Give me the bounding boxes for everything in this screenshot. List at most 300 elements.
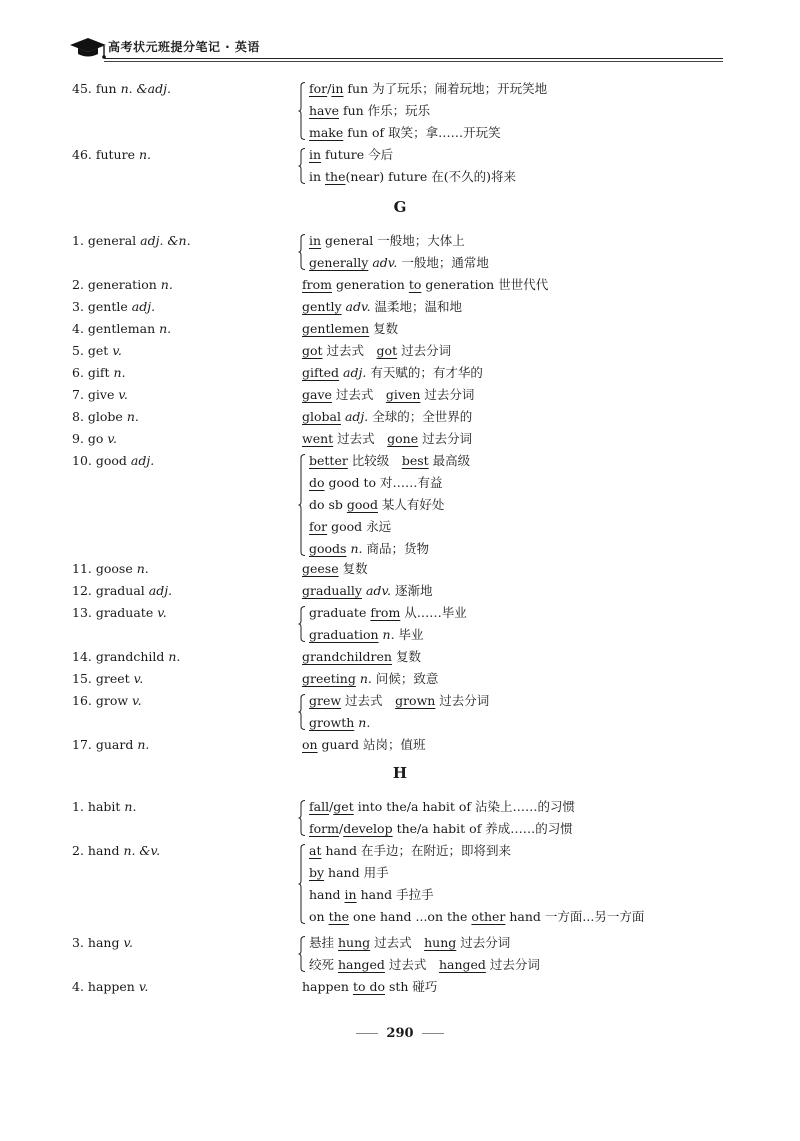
definition-line <box>309 818 575 840</box>
definition-text: n. <box>382 627 395 642</box>
vocab-entry <box>0 318 800 340</box>
underlined-word: other <box>471 909 506 924</box>
entry-term <box>72 340 122 362</box>
entry-term <box>72 734 149 756</box>
entry-part-of-speech: v. <box>138 979 149 994</box>
vocab-entry <box>0 428 800 450</box>
definition-line <box>302 558 368 580</box>
entry-definitions <box>302 558 368 580</box>
definition-line <box>302 428 472 450</box>
definition-text: adv. <box>372 255 398 270</box>
entry-word: gentleman <box>87 321 160 336</box>
entry-part-of-speech: v. <box>133 671 144 686</box>
vocab-entry <box>0 274 800 296</box>
definition-line <box>302 362 483 384</box>
underlined-word: greeting <box>302 671 356 686</box>
underlined-word: do <box>309 475 325 490</box>
definition-text: hand <box>309 887 345 902</box>
definition-text: 温柔地；温和地 <box>370 299 463 314</box>
entry-number: 46. <box>72 147 96 162</box>
underlined-word: the <box>328 909 350 924</box>
entry-term <box>72 932 133 954</box>
underlined-word: gentlemen <box>302 321 370 336</box>
definition-text: 比较级 <box>347 453 402 468</box>
entry-part-of-speech: adj. <box>148 583 173 598</box>
definition-line <box>302 976 437 998</box>
underlined-word: for <box>309 81 328 96</box>
definition-line <box>309 122 547 144</box>
entry-part-of-speech: v. <box>157 605 167 620</box>
definition-text: 绞死 <box>309 957 338 972</box>
definition-line <box>309 932 540 954</box>
entry-number: 4. <box>72 979 88 994</box>
definition-line <box>309 884 644 906</box>
entry-part-of-speech: n. <box>136 561 149 576</box>
footer-dash-left <box>356 1033 378 1034</box>
entry-term <box>72 558 149 580</box>
definition-text: adv. <box>345 299 371 314</box>
vocab-entry <box>0 668 800 690</box>
definition-line <box>302 384 474 406</box>
underlined-word: develop <box>343 821 393 836</box>
entry-term <box>72 406 139 428</box>
underlined-word: fall <box>309 799 330 814</box>
entry-part-of-speech: v. <box>112 343 122 358</box>
definition-text: 复数 <box>369 321 399 336</box>
definition-text: on <box>309 909 329 924</box>
definition-line <box>309 100 547 122</box>
definition-text: 有天赋的；有才华的 <box>366 365 483 380</box>
definition-text: graduate <box>309 605 371 620</box>
entry-number: 10. <box>72 453 96 468</box>
definition-line <box>302 580 432 602</box>
definition-text: fun 作乐；玩乐 <box>338 103 431 118</box>
definition-text: hand 手拉手 <box>356 887 434 902</box>
definition-line <box>309 840 644 862</box>
page-number-footer <box>0 1026 800 1041</box>
brace-bracket <box>298 148 306 184</box>
definition-text: good to 对……有益 <box>324 475 443 490</box>
entry-definitions <box>302 340 451 362</box>
entry-part-of-speech: adj. <box>130 453 155 468</box>
entry-term <box>72 144 151 166</box>
definition-text: generation 世世代代 <box>421 277 549 292</box>
definition-text: 逐渐地 <box>391 583 433 598</box>
underlined-word: generally <box>309 255 369 270</box>
entry-word: generation <box>87 277 161 292</box>
entry-definitions <box>309 450 470 560</box>
underlined-word: in <box>331 81 344 96</box>
entry-term <box>72 840 160 862</box>
definition-text: 一般地；通常地 <box>397 255 489 270</box>
entry-word: globe <box>87 409 127 424</box>
entry-word: give <box>87 387 119 402</box>
underlined-word: growth <box>309 715 355 730</box>
underlined-word: got <box>376 343 398 358</box>
entry-word: gradual <box>95 583 149 598</box>
definition-text: sth 碰巧 <box>385 979 438 994</box>
definition-line <box>309 906 644 928</box>
definition-line <box>309 166 516 188</box>
vocab-entry <box>0 734 800 756</box>
definition-text: 复数 <box>338 561 368 576</box>
underlined-word: gradually <box>302 583 362 598</box>
brace-bracket <box>298 234 306 270</box>
entry-number: 4. <box>72 321 88 336</box>
entry-number: 1. <box>72 233 88 248</box>
definition-line <box>302 274 548 296</box>
definition-text: n. <box>350 541 363 556</box>
underlined-word: geese <box>302 561 339 576</box>
definition-text: (near) future 在(不久的)将来 <box>345 169 516 184</box>
definition-line <box>309 690 489 712</box>
definition-line <box>302 318 398 340</box>
underlined-word: in <box>344 887 357 902</box>
underlined-word: form <box>309 821 339 836</box>
definition-text: do sb <box>309 497 347 512</box>
definition-line <box>309 450 470 472</box>
definition-text: happen <box>302 979 353 994</box>
page-header <box>68 34 723 64</box>
vocab-entry <box>0 558 800 580</box>
entry-term <box>72 646 180 668</box>
definition-text: 过去式 <box>384 957 439 972</box>
underlined-word: hanged <box>438 957 486 972</box>
vocab-entry <box>0 78 800 144</box>
entry-definitions <box>309 690 489 734</box>
entry-definitions <box>302 384 474 406</box>
entry-part-of-speech: n. &adj. <box>120 81 171 96</box>
entry-definitions <box>309 602 467 646</box>
underlined-word: from <box>302 277 332 292</box>
entry-definitions <box>309 796 575 840</box>
definition-line <box>302 734 426 756</box>
underlined-word: by <box>309 865 325 880</box>
definition-line <box>302 406 472 428</box>
entry-word: hand <box>87 843 124 858</box>
underlined-word: on <box>302 737 318 752</box>
definition-line <box>309 624 467 646</box>
underlined-word: grown <box>395 693 436 708</box>
definition-line <box>309 954 540 976</box>
entry-word: goose <box>95 561 137 576</box>
vocab-entry <box>0 362 800 384</box>
entry-number: 5. <box>72 343 88 358</box>
definition-text: hand 用手 <box>324 865 389 880</box>
definition-line <box>302 340 451 362</box>
entry-number: 12. <box>72 583 96 598</box>
vocab-entry <box>0 976 800 998</box>
entry-part-of-speech: v. <box>118 387 128 402</box>
underlined-word: given <box>385 387 421 402</box>
underlined-word: gently <box>302 299 342 314</box>
definition-text: 过去式 <box>341 693 396 708</box>
underlined-word: best <box>401 453 429 468</box>
entry-number: 17. <box>72 737 96 752</box>
entry-word: general <box>87 233 141 248</box>
vocab-entry <box>0 580 800 602</box>
underlined-word: have <box>309 103 339 118</box>
definition-line <box>309 230 489 252</box>
definition-line <box>309 494 470 516</box>
entry-word: grandchild <box>95 649 169 664</box>
definition-text: general 一般地；大体上 <box>321 233 465 248</box>
entry-word: hang <box>87 935 124 950</box>
vocab-entry <box>0 646 800 668</box>
brace-bracket <box>298 454 306 556</box>
definition-text: 过去式 <box>322 343 377 358</box>
entry-word: grow <box>95 693 133 708</box>
entry-number: 8. <box>72 409 88 424</box>
underlined-word: grew <box>309 693 342 708</box>
entry-word: go <box>87 431 108 446</box>
vocab-entry <box>0 384 800 406</box>
entry-word: habit <box>87 799 125 814</box>
entry-term <box>72 318 171 340</box>
vocab-entry <box>0 690 800 734</box>
definition-line <box>309 538 470 560</box>
section-letter: H <box>392 764 408 782</box>
definition-text: 过去式 <box>333 431 388 446</box>
entry-number: 16. <box>72 693 96 708</box>
entry-term <box>72 602 167 624</box>
brace-bracket <box>298 844 306 924</box>
entry-part-of-speech: n. <box>126 409 139 424</box>
brace-bracket <box>298 606 306 642</box>
entry-definitions <box>302 734 426 756</box>
entry-term <box>72 230 191 252</box>
underlined-word: graduation <box>309 627 379 642</box>
definition-text: 从……毕业 <box>400 605 467 620</box>
entry-part-of-speech: n. <box>159 321 172 336</box>
entry-part-of-speech: v. <box>123 935 133 950</box>
entry-part-of-speech: adj. &n. <box>140 233 191 248</box>
definition-text: 过去分词 <box>485 957 540 972</box>
vocab-entry <box>0 406 800 428</box>
vocab-entry <box>0 840 800 928</box>
entry-definitions <box>302 976 437 998</box>
entry-term <box>72 450 154 472</box>
entry-part-of-speech: n. <box>124 799 137 814</box>
section-letter: G <box>393 198 407 216</box>
entry-word: gift <box>87 365 114 380</box>
entry-number: 15. <box>72 671 96 686</box>
definition-text: the/a habit of 养成……的习惯 <box>392 821 573 836</box>
vocab-entry <box>0 340 800 362</box>
entry-definitions <box>309 932 540 976</box>
definition-text: fun of 取笑；拿……开玩笑 <box>343 125 501 140</box>
definition-text: 全球的；全世界的 <box>368 409 473 424</box>
underlined-word: global <box>302 409 341 424</box>
definition-line <box>309 472 470 494</box>
definition-text: n. <box>358 715 371 730</box>
entry-number: 14. <box>72 649 96 664</box>
entry-number: 3. <box>72 935 88 950</box>
entry-number: 2. <box>72 277 88 292</box>
vocab-entry <box>0 450 800 560</box>
entry-term <box>72 976 148 998</box>
entry-term <box>72 690 142 712</box>
definition-text: 悬挂 <box>309 935 338 950</box>
entry-word: fun <box>95 81 121 96</box>
definition-text: 复数 <box>391 649 421 664</box>
header-rule-thin <box>104 61 723 62</box>
definition-text: 最高级 <box>428 453 471 468</box>
entry-number: 1. <box>72 799 88 814</box>
underlined-word: get <box>333 799 354 814</box>
definition-text: one hand ...on the <box>349 909 472 924</box>
definition-text: 过去分词 <box>456 935 511 950</box>
entry-part-of-speech: adj. <box>131 299 156 314</box>
definition-text: in <box>309 169 326 184</box>
header-title: 高考状元班提分笔记 · 英语 <box>108 40 260 54</box>
entry-definitions <box>302 668 438 690</box>
definition-line <box>309 862 644 884</box>
definition-text: into the/a habit of 沾染上……的习惯 <box>353 799 576 814</box>
definition-line <box>302 296 462 318</box>
underlined-word: in <box>309 147 322 162</box>
entry-word: good <box>95 453 131 468</box>
underlined-word: the <box>325 169 346 184</box>
entry-word: future <box>95 147 139 162</box>
entry-term <box>72 384 128 406</box>
definition-text: guard 站岗；值班 <box>317 737 426 752</box>
definition-text: 毕业 <box>394 627 424 642</box>
entry-word: greet <box>95 671 134 686</box>
entry-definitions <box>302 646 421 668</box>
underlined-word: gone <box>387 431 419 446</box>
brace-bracket <box>298 936 306 972</box>
brace-bracket <box>298 800 306 836</box>
vocab-entry <box>0 230 800 274</box>
entry-term <box>72 668 143 690</box>
entry-part-of-speech: v. <box>132 693 142 708</box>
entry-number: 13. <box>72 605 96 620</box>
definition-line <box>309 796 575 818</box>
definition-text: 过去分词 <box>435 693 490 708</box>
definition-text: / <box>329 799 334 814</box>
entry-definitions <box>302 362 483 384</box>
entry-term <box>72 274 173 296</box>
definition-line <box>309 78 547 100</box>
definition-text: n. <box>359 671 372 686</box>
underlined-word: better <box>309 453 348 468</box>
definition-text: / <box>327 81 332 96</box>
definition-text: 过去分词 <box>420 387 475 402</box>
underlined-word: got <box>302 343 323 358</box>
entry-term <box>72 428 117 450</box>
underlined-word: to do <box>352 979 385 994</box>
underlined-word: from <box>370 605 401 620</box>
definition-line <box>302 668 438 690</box>
definition-line <box>309 712 489 734</box>
definition-text: adj. <box>343 365 367 380</box>
definition-line <box>309 516 470 538</box>
entry-word: guard <box>95 737 138 752</box>
entry-word: gentle <box>87 299 132 314</box>
underlined-word: gifted <box>302 365 340 380</box>
vocab-entry <box>0 602 800 646</box>
definition-text: hand 一方面...另一方面 <box>505 909 645 924</box>
entry-number: 3. <box>72 299 88 314</box>
vocab-entry <box>0 796 800 840</box>
entry-part-of-speech: n. <box>113 365 126 380</box>
definition-line <box>309 602 467 624</box>
entry-definitions <box>309 230 489 274</box>
entry-number: 6. <box>72 365 88 380</box>
definition-text: / <box>338 821 344 836</box>
definition-text: 过去分词 <box>418 431 473 446</box>
underlined-word: to <box>408 277 422 292</box>
brace-bracket <box>298 82 306 140</box>
entry-part-of-speech: v. <box>107 431 117 446</box>
definition-text: fun 为了玩乐；闹着玩地；开玩笑地 <box>343 81 548 96</box>
entry-definitions <box>309 840 644 928</box>
definition-text: hand 在手边；在附近；即将到来 <box>321 843 511 858</box>
entry-term <box>72 362 126 384</box>
underlined-word: make <box>309 125 344 140</box>
definition-text: adv. <box>365 583 391 598</box>
entry-part-of-speech: n. <box>168 649 181 664</box>
entry-definitions <box>302 580 432 602</box>
underlined-word: at <box>309 843 322 858</box>
entry-number: 7. <box>72 387 88 402</box>
graduation-cap-icon <box>68 34 108 60</box>
entry-term <box>72 78 171 100</box>
entry-definitions <box>302 318 398 340</box>
underlined-word: for <box>309 519 328 534</box>
underlined-word: in <box>309 233 322 248</box>
vocab-entry <box>0 296 800 318</box>
definition-text: generation <box>331 277 409 292</box>
definition-line <box>309 144 516 166</box>
underlined-word: hanged <box>337 957 385 972</box>
entry-definitions <box>309 78 547 144</box>
entry-word: get <box>87 343 113 358</box>
definition-text: 过去分词 <box>397 343 452 358</box>
entry-part-of-speech: n. &v. <box>123 843 161 858</box>
entry-word: happen <box>87 979 139 994</box>
definition-text: 商品；货物 <box>362 541 429 556</box>
definition-line <box>309 252 489 274</box>
underlined-word: grandchildren <box>302 649 392 664</box>
definition-line <box>302 646 421 668</box>
vocab-entry <box>0 932 800 976</box>
footer-dash-right <box>422 1033 444 1034</box>
brace-bracket <box>298 694 306 730</box>
underlined-word: gave <box>302 387 332 402</box>
definition-text: 过去式 <box>331 387 386 402</box>
definition-text: good 永远 <box>327 519 392 534</box>
header-rule <box>104 58 723 59</box>
page-number: 290 <box>386 1026 414 1041</box>
entry-word: graduate <box>95 605 158 620</box>
entry-number: 11. <box>72 561 96 576</box>
entry-part-of-speech: n. <box>137 737 150 752</box>
underlined-word: hung <box>337 935 371 950</box>
entry-part-of-speech: n. <box>160 277 173 292</box>
entry-definitions <box>302 296 462 318</box>
underlined-word: good <box>346 497 378 512</box>
entry-term <box>72 796 136 818</box>
entry-term <box>72 580 172 602</box>
underlined-word: hung <box>424 935 457 950</box>
definition-text: 某人有好处 <box>377 497 445 512</box>
entry-number: 45. <box>72 81 96 96</box>
definition-text: 问候；致意 <box>371 671 439 686</box>
entry-definitions <box>302 406 472 428</box>
entry-part-of-speech: n. <box>138 147 151 162</box>
